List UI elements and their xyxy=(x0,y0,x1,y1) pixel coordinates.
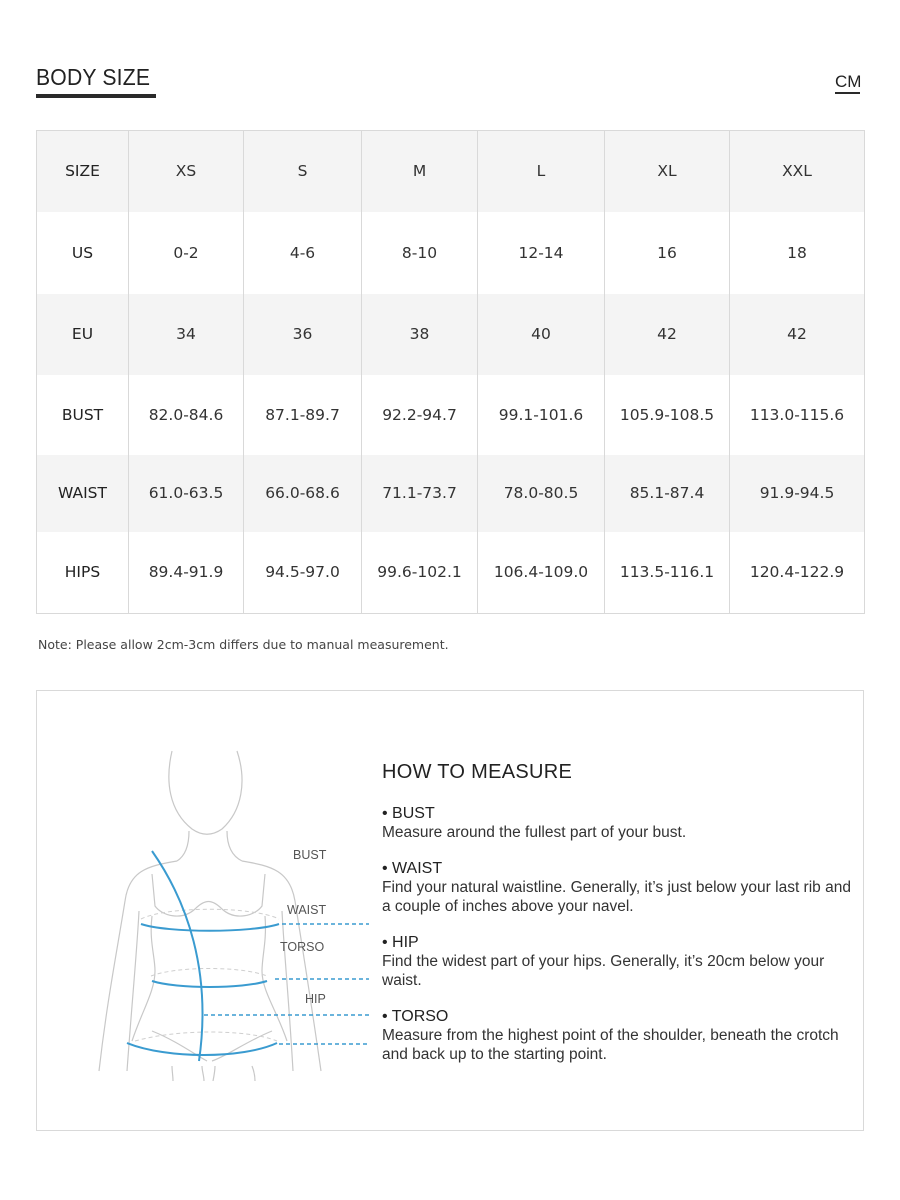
measure-item-desc: Find the widest part of your hips. Generally, it’s 20cm below your waist. xyxy=(382,953,825,989)
table-cell: 42 xyxy=(730,294,865,375)
measurement-note: Note: Please allow 2cm-3cm differs due to manual measurement. xyxy=(38,637,449,652)
figure-label-waist: WAIST xyxy=(287,903,327,917)
measure-item-torso xyxy=(382,1007,852,1064)
table-cell: S xyxy=(244,131,362,212)
table-cell: 82.0-84.6 xyxy=(129,375,244,455)
table-cell: 99.6-102.1 xyxy=(362,532,478,614)
measure-item-title: • TORSO xyxy=(382,1008,449,1025)
table-row-eu xyxy=(37,294,865,375)
measure-item-desc: Measure around the fullest part of your bust. xyxy=(382,824,687,841)
table-cell: 8-10 xyxy=(362,212,478,294)
table-cell: 18 xyxy=(730,212,865,294)
table-cell: 66.0-68.6 xyxy=(244,455,362,532)
table-cell: 61.0-63.5 xyxy=(129,455,244,532)
table-cell: 106.4-109.0 xyxy=(478,532,605,614)
row-header: WAIST xyxy=(37,455,129,532)
table-cell: 87.1-89.7 xyxy=(244,375,362,455)
unit-underline xyxy=(835,92,860,94)
row-header: BUST xyxy=(37,375,129,455)
table-cell: 34 xyxy=(129,294,244,375)
table-cell: 40 xyxy=(478,294,605,375)
measure-item-title: • BUST xyxy=(382,805,435,822)
row-header: HIPS xyxy=(37,532,129,614)
measure-item-title: • WAIST xyxy=(382,860,443,877)
measure-item-hip xyxy=(382,933,852,990)
page-title: BODY SIZE xyxy=(36,64,151,90)
measure-item-waist xyxy=(382,859,852,916)
figure-label-bust: BUST xyxy=(293,848,327,862)
table-cell: 120.4-122.9 xyxy=(730,532,865,614)
table-cell: 99.1-101.6 xyxy=(478,375,605,455)
table-row-hips xyxy=(37,532,865,614)
table-row-bust xyxy=(37,375,865,455)
row-header: SIZE xyxy=(37,131,129,212)
table-cell: M xyxy=(362,131,478,212)
table-row-us xyxy=(37,212,865,294)
title-underline xyxy=(36,94,156,98)
table-cell: 4-6 xyxy=(244,212,362,294)
table-cell: 94.5-97.0 xyxy=(244,532,362,614)
measure-item-bust xyxy=(382,804,852,842)
row-header: EU xyxy=(37,294,129,375)
table-row-size xyxy=(37,131,865,212)
figure-label-torso: TORSO xyxy=(280,940,325,954)
table-cell: 12-14 xyxy=(478,212,605,294)
table-cell: L xyxy=(478,131,605,212)
how-to-measure-section xyxy=(382,761,852,1081)
table-cell: 91.9-94.5 xyxy=(730,455,865,532)
measure-item-title: • HIP xyxy=(382,934,419,951)
table-cell: 38 xyxy=(362,294,478,375)
table-row-waist xyxy=(37,455,865,532)
size-chart-table xyxy=(36,130,865,614)
table-cell: 16 xyxy=(605,212,730,294)
table-cell: 113.5-116.1 xyxy=(605,532,730,614)
table-cell: 78.0-80.5 xyxy=(478,455,605,532)
figure-label-hip: HIP xyxy=(305,992,326,1006)
table-cell: 85.1-87.4 xyxy=(605,455,730,532)
row-header: US xyxy=(37,212,129,294)
table-cell: 113.0-115.6 xyxy=(730,375,865,455)
table-cell: 71.1-73.7 xyxy=(362,455,478,532)
table-cell: 105.9-108.5 xyxy=(605,375,730,455)
table-cell: 42 xyxy=(605,294,730,375)
measure-item-desc: Find your natural waistline. Generally, it’s just below your last rib and a couple of inches above your navel. xyxy=(382,879,851,915)
how-to-measure-panel xyxy=(36,690,864,1131)
table-cell: 89.4-91.9 xyxy=(129,532,244,614)
table-cell: XS xyxy=(129,131,244,212)
table-cell: XL xyxy=(605,131,730,212)
table-cell: 36 xyxy=(244,294,362,375)
table-cell: XXL xyxy=(730,131,865,212)
table-cell: 92.2-94.7 xyxy=(362,375,478,455)
measure-item-desc: Measure from the highest point of the shoulder, beneath the crotch and back up to the starting point. xyxy=(382,1027,839,1063)
how-to-measure-title: HOW TO MEASURE xyxy=(382,761,573,783)
table-cell: 0-2 xyxy=(129,212,244,294)
unit-label[interactable]: CM xyxy=(835,72,862,91)
body-measurement-figure xyxy=(77,741,377,1081)
